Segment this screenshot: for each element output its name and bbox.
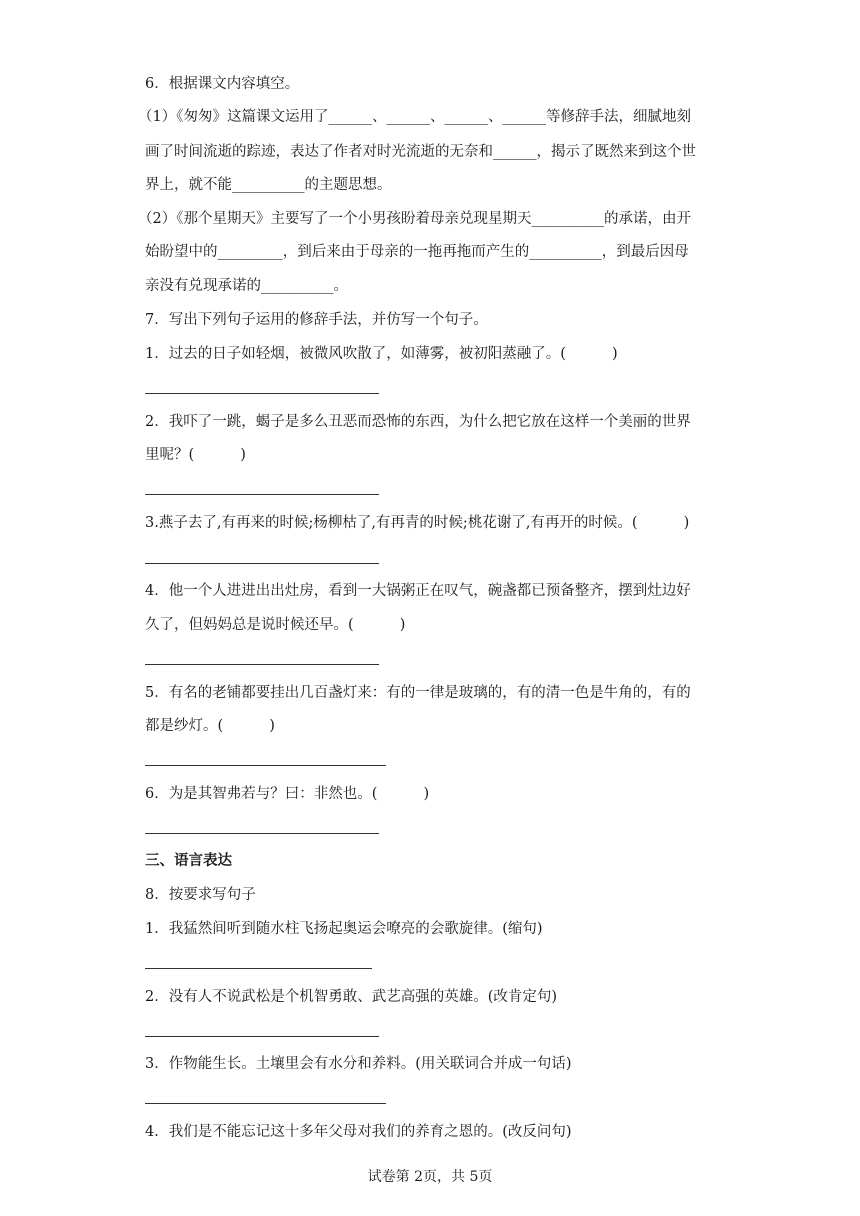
q6-part1-line3: 界上，就不能__________的主题思想。: [145, 177, 392, 193]
q8-item3: 3．作物能生长。土壤里会有水分和养料。(用关联词合并成一句话): [145, 1056, 572, 1072]
q8-item3-answer-line[interactable]: [145, 1103, 386, 1104]
q7-item6-line1: 6．为是其智弗若与？曰：非然也。( ): [145, 786, 430, 802]
q7-item3-answer-line[interactable]: [145, 563, 379, 564]
q8-item2-answer-line[interactable]: [145, 1036, 379, 1037]
q7-item4-answer-line[interactable]: [145, 664, 379, 665]
q8-item4: 4．我们是不能忘记这十多年父母对我们的养育之恩的。(改反问句): [145, 1124, 572, 1140]
q7-item2-line2: 里呢？( ): [145, 447, 246, 463]
q8-item1-answer-line[interactable]: [145, 968, 372, 969]
q7-item4-line1: 4．他一个人进进出出灶房，看到一大锅粥正在叹气，碗盏都已预备整齐，摆到灶边好: [145, 583, 691, 599]
q7-title: 7．写出下列句子运用的修辞手法，并仿写一个句子。: [145, 312, 488, 328]
q7-item5-line1: 5．有名的老铺都要挂出几百盏灯来：有的一律是玻璃的，有的清一色是牛角的，有的: [145, 685, 691, 701]
q6-part2-line2: 始盼望中的_________，到后来由于母亲的一拖再拖而产生的__________，到最后因母: [145, 244, 689, 260]
q8-item2: 2．没有人不说武松是个机智勇敢、武艺高强的英雄。(改肯定句): [145, 989, 558, 1005]
q6-part2-line1: （2）《那个星期天》主要写了一个小男孩盼着母亲兑现星期天__________的承诺，由开: [138, 211, 691, 227]
q7-item3-line1: 3.燕子去了,有再来的时候;杨柳枯了,有再青的时候;桃花谢了,有再开的时候。( ): [145, 515, 690, 531]
q7-item6-answer-line[interactable]: [145, 833, 379, 834]
page-footer: 试卷第 2页，共 5页: [367, 1169, 493, 1185]
q6-part1-line2: 画了时间流逝的踪迹，表达了作者对时光流逝的无奈和______，揭示了既然来到这个世: [145, 144, 696, 160]
section-heading: 三、语言表达: [145, 853, 232, 869]
q8-title: 8．按要求写句子: [145, 887, 256, 903]
q7-item2-answer-line[interactable]: [145, 494, 379, 495]
q7-item5-line2: 都是纱灯。( ): [145, 718, 275, 734]
q7-item2-line1: 2．我吓了一跳，蝎子是多么丑恶而恐怖的东西，为什么把它放在这样一个美丽的世界: [145, 414, 691, 430]
q7-item1-answer-line[interactable]: [145, 393, 379, 394]
q7-item4-line2: 久了，但妈妈总是说时候还早。( ): [145, 617, 406, 633]
q6-title: 6．根据课文内容填空。: [145, 76, 300, 92]
q6-part1-line1: （1）《匆匆》这篇课文运用了______、______、______、______等修辞手法，细腻地刻: [138, 109, 691, 125]
q7-item1-line1: 1．过去的日子如轻烟，被微风吹散了，如薄雾，被初阳蒸融了。( ): [145, 346, 618, 362]
q8-item1: 1．我猛然间听到随水柱飞扬起奥运会嘹亮的会歌旋律。(缩句): [145, 921, 543, 937]
q6-part2-line3: 亲没有兑现承诺的__________。: [145, 278, 348, 294]
q7-item5-answer-line[interactable]: [145, 765, 386, 766]
